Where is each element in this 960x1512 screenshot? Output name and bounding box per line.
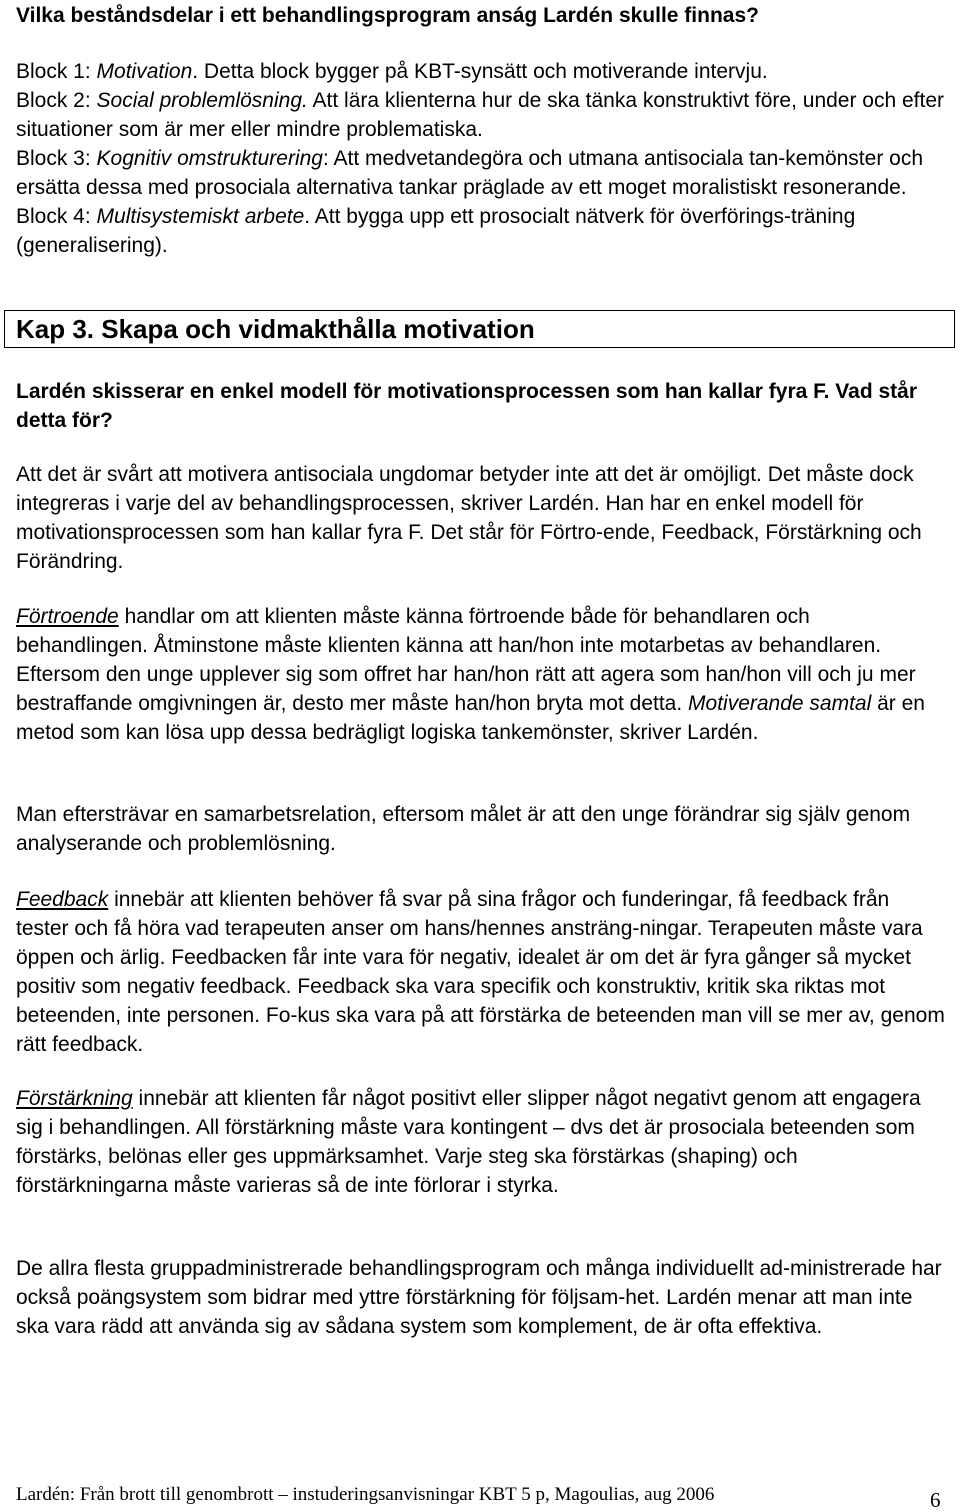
paragraph-forstarkning <box>16 1084 946 1200</box>
block-3 <box>16 144 946 202</box>
paragraph-samarbete: Man eftersträvar en samarbetsrelation, eftersom målet är att den unge förändrar sig själv genom analyserande och problemlösning. <box>16 803 911 855</box>
block-title: Multisystemiskt arbete <box>96 205 305 228</box>
block-label: Block 3: <box>16 147 97 170</box>
block-text: : Att medvetandegöra och utmana antisociala tan-kemönster och ersätta dessa med prosociala alternativa tankar präglade av ett moget moralistiskt resonerande. <box>16 147 924 199</box>
block-2 <box>16 86 946 144</box>
block-1 <box>16 57 946 86</box>
term-feedback: Feedback <box>16 888 109 911</box>
block-text: Att lära klienterna hur de ska tänka konstruktivt före, under och efter situationer som är mer eller mindre problematiska. <box>16 89 945 141</box>
block-label: Block 1: <box>16 60 97 83</box>
page-footer: Lardén: Från brott till genombrott – instuderingsanvisningar KBT 5 p, Magoulias, aug 2006 <box>16 1484 715 1505</box>
chapter-question: Lardén skisserar en enkel modell för motivationsprocessen som han kallar fyra F. Vad står detta för? <box>16 380 918 432</box>
block-text: . Detta block bygger på KBT-synsätt och motiverande intervju. <box>192 60 768 83</box>
chapter-heading-box <box>4 310 955 348</box>
paragraph-fortroende <box>16 602 946 747</box>
block-title: Kognitiv omstrukturering <box>96 147 323 170</box>
paragraph-text: handlar om att klienten måste känna förtroende både för behandlaren och behandlingen. Åtminstone måste klienten känna att han/hon inte motarbetas av behandlaren. Eftersom den unge upplever sig som offret har han/hon rätt att agera som han/hon vill och ju mer bestraffande omgivningen är, desto mer måste han/hon bryta mot detta. <box>16 605 916 715</box>
paragraph-text: är en metod som kan lösa upp dessa bedrägligt logiska tankemönster, skriver Lardén. <box>16 692 925 744</box>
term-forstarkning: Förstärkning <box>16 1087 133 1110</box>
chapter-heading: Kap 3. Skapa och vidmakthålla motivation <box>16 314 535 344</box>
term-fortroende: Förtroende <box>16 605 119 628</box>
paragraph-feedback <box>16 885 946 1059</box>
paragraph-poangsystem: De allra flesta gruppadministrerade behandlingsprogram och många individuellt ad-ministrerade har också poängsystem som bidrar med yttre förstärkning för följsam-het. Lardén menar att man inte ska vara rädd att använda sig av sådana system som komplement, de är ofta effektiva. <box>16 1257 942 1338</box>
section-question-heading: Vilka beståndsdelar i ett behandlingsprogram anság Lardén skulle finnas? <box>16 4 759 27</box>
term-motiverande-samtal: Motiverande samtal <box>688 692 872 715</box>
paragraph-text: innebär att klienten behöver få svar på sina frågor och funderingar, få feedback från tester och få höra vad terapeuten anser om hans/hennes ansträng-ningar. Terapeuten måste vara öppen och ärlig. Feedbacken får inte vara för negativ, idealet är om det är fyra gånger så mycket positiv som negativ feedback. Feedback ska vara specifik och konstruktiv, kritik ska riktas mot beteenden, inte personen. Fo-kus ska vara på att förstärka de beteenden man vill se mer av, genom rätt feedback. <box>16 888 945 1056</box>
program-blocks-list <box>16 57 946 260</box>
paragraph-intro: Att det är svårt att motivera antisociala ungdomar betyder inte att det är omöjligt. Det måste dock integreras i varje del av behandlingsprocessen, skriver Lardén. Han har en enkel modell för motivationsprocessen som han kallar fyra F. Det står för Förtro-ende, Feedback, Förstärkning och Förändring. <box>16 463 922 573</box>
paragraph-text: innebär att klienten får något positivt eller slipper något negativt genom att engagera sig i behandlingen. All förstärkning måste vara kontingent – dvs det är prosociala beteenden som förstärks, belönas eller ges uppmärksamhet. Varje steg ska förstärkas (shaping) och förstärkningarna måste varieras så de inte förlorar i styrka. <box>16 1087 921 1197</box>
block-label: Block 4: <box>16 205 97 228</box>
block-title: Social problemlösning. <box>96 89 308 112</box>
block-label: Block 2: <box>16 89 97 112</box>
block-title: Motivation <box>96 60 193 83</box>
page-number: 6 <box>930 1488 941 1512</box>
block-4 <box>16 202 946 260</box>
block-text: . Att bygga upp ett prosocialt nätverk för överförings-träning (generalisering). <box>16 205 856 257</box>
